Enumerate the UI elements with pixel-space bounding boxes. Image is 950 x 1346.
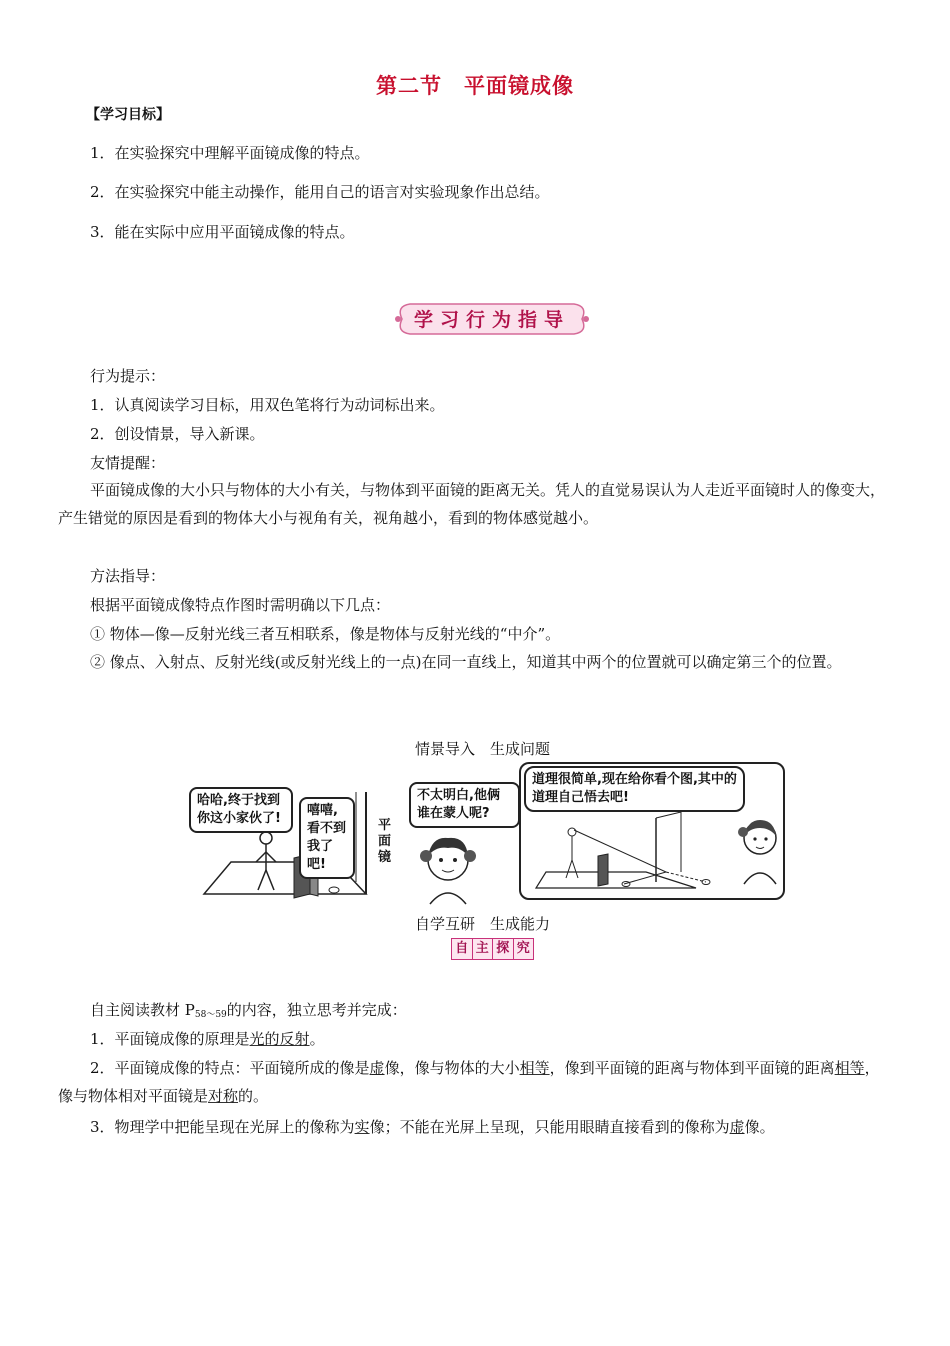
speech-bubble-1: 哈哈,终于找到你这小家伙了!: [189, 787, 293, 833]
q2-answer-3: 相等: [834, 1059, 865, 1077]
speech-bubble-2: 嘻嘻,看不到我了吧!: [299, 797, 355, 879]
self-study-tag: [451, 938, 533, 960]
behavior-item-2: 2．创设情景，导入新课。: [90, 425, 265, 443]
question-2: [58, 1054, 894, 1110]
q1-prefix: 1．平面镜成像的原理是: [90, 1030, 250, 1048]
objective-item-3: 3．能在实际中应用平面镜成像的特点。: [90, 223, 355, 241]
q3-answer-1: 实: [354, 1118, 370, 1136]
mirror-label: 平面镜: [378, 818, 392, 865]
girl-icon: [400, 826, 496, 906]
q3-prefix: 3．物理学中把能呈现在光屏上的像称为: [90, 1118, 355, 1136]
reminder-heading: 友情提醒：: [90, 454, 166, 472]
method-item-1: ① 物体—像—反射光线三者互相联系，像是物体与反射光线的“中介”。: [90, 625, 561, 643]
objective-item-1: 1．在实验探究中理解平面镜成像的特点。: [90, 144, 370, 162]
q2-prefix: 2．平面镜成像的特点：平面镜所成的像是: [90, 1059, 370, 1077]
q2-mid-1: 像，像与物体的大小: [384, 1059, 520, 1077]
q2-suffix: 的。: [238, 1087, 269, 1105]
intro-pages: 58～59: [194, 1010, 227, 1020]
behavior-item-1: 1．认真阅读学习目标，用双色笔将行为动词标出来。: [90, 396, 445, 414]
q1-answer: 光的反射: [249, 1030, 310, 1048]
q2-answer-2: 相等: [519, 1059, 550, 1077]
speech-bubble-3: 不太明白,他俩谁在蒙人呢?: [409, 782, 520, 828]
q2-answer-1: 虚: [369, 1059, 385, 1077]
speech-bubble-4: 道理很简单,现在给你看个图,其中的道理自己悟去吧!: [524, 766, 745, 812]
tag-char-2: 主: [472, 938, 494, 960]
banner-text: 学习行为指导: [413, 309, 570, 331]
q2-mid-3: ，像与物体相对平面镜是: [58, 1059, 880, 1105]
tag-char-1: 自: [451, 938, 473, 960]
q2-answer-4: 对称: [208, 1087, 239, 1105]
q3-suffix: 像。: [744, 1118, 775, 1136]
reminder-text: 平面镜成像的大小只与物体的大小有关，与物体到平面镜的距离无关。凭人的直觉易误认为人走近平面镜时人的像变大，产生错觉的原因是看到的物体大小与视角有关，视角越小，看到的物体感觉越小。: [58, 481, 886, 527]
objective-item-2: 2．在实验探究中能主动操作，能用自己的语言对实验现象作出总结。: [90, 183, 550, 201]
self-study-heading: 自学互研 生成能力: [415, 915, 551, 933]
q3-answer-2: 虚: [729, 1118, 745, 1136]
objectives-heading: 【学习目标】: [86, 107, 170, 123]
girl-icon: [730, 810, 790, 885]
question-3: [90, 1116, 775, 1137]
intro-suffix: 的内容，独立思考并完成：: [226, 1001, 407, 1019]
q1-suffix: 。: [309, 1030, 325, 1048]
page-title: [0, 70, 950, 100]
tag-char-4: 究: [513, 938, 535, 960]
method-item-2: ② 像点、入射点、反射光线(或反射光线上的一点)在同一直线上，知道其中两个的位置就可以确定第三个的位置。: [90, 653, 842, 671]
section-number: 第二节: [376, 73, 442, 98]
tag-char-3: 探: [492, 938, 514, 960]
method-heading: 方法指导：: [90, 567, 166, 585]
reflection-diagram: [526, 812, 726, 892]
question-1: [90, 1028, 325, 1049]
intro-prefix: 自主阅读教材 P: [90, 1001, 195, 1019]
behavior-heading: 行为提示：: [90, 367, 166, 385]
q3-mid-1: 像；不能在光屏上呈现，只能用眼睛直接看到的像称为: [369, 1118, 730, 1136]
girl-cartoon-left: [400, 826, 496, 906]
girl-cartoon-right: [730, 810, 790, 885]
section-title: 平面镜成像: [464, 73, 574, 98]
method-intro: 根据平面镜成像特点作图时需明确以下几点：: [90, 596, 391, 614]
self-study-intro: [90, 999, 407, 1020]
scene-heading: 情景导入 生成问题: [415, 740, 551, 758]
reflection-ray-illustration: [526, 812, 726, 892]
section-banner: [392, 298, 592, 340]
q2-mid-2: ，像到平面镜的距离与物体到平面镜的距离: [549, 1059, 835, 1077]
